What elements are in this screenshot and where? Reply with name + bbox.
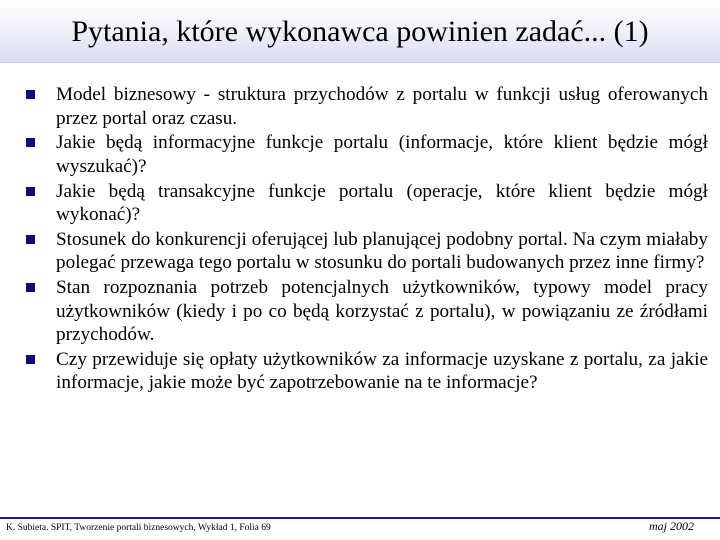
square-bullet-icon	[26, 283, 35, 292]
bullet-list	[26, 83, 708, 396]
footer-date: maj 2002	[649, 519, 694, 533]
square-bullet-icon	[26, 90, 35, 99]
bullet-text: Stan rozpoznania potrzeb potencjalnych użytkowników, typowy model pracy użytkowników (kiedy i po co będą korzystać z portalu), w powiązaniu ze źródłami przychodów.	[56, 277, 708, 346]
slide-title: Pytania, które wykonawca powinien zadać... (1)	[71, 15, 649, 48]
bullet-text: Stosunek do konkurencji oferującej lub planującej podobny portal. Na czym miałaby polegać przewaga tego portalu w stosunku do portali budowanych przez inne firmy?	[56, 228, 708, 274]
list-item	[26, 228, 708, 275]
list-item	[26, 83, 708, 130]
list-item	[26, 276, 708, 347]
list-item	[26, 131, 708, 178]
square-bullet-icon	[26, 187, 35, 196]
bullet-text: Model biznesowy - struktura przychodów z portalu w funkcji usług oferowanych przez portal oraz czasu.	[56, 84, 708, 129]
square-bullet-icon	[26, 235, 35, 244]
bullet-text: Jakie będą transakcyjne funkcje portalu (operacje, które klient będzie mógł wykonać)?	[56, 180, 708, 226]
bullet-text: Jakie będą informacyjne funkcje portalu (informacje, które klient będzie mógł wyszukać)?	[56, 132, 708, 177]
list-item	[26, 180, 708, 227]
square-bullet-icon	[26, 138, 35, 147]
footer-citation: K. Subieta. SPIT, Tworzenie portali biznesowych, Wykład 1, Folia 69	[6, 523, 271, 533]
bullet-text: Czy przewiduje się opłaty użytkowników za informacje uzyskane z portalu, za jakie informacje, jakie może być zapotrzebowanie na te informacje?	[56, 348, 708, 394]
square-bullet-icon	[26, 355, 35, 364]
footer-divider	[0, 517, 720, 519]
list-item	[26, 348, 708, 395]
